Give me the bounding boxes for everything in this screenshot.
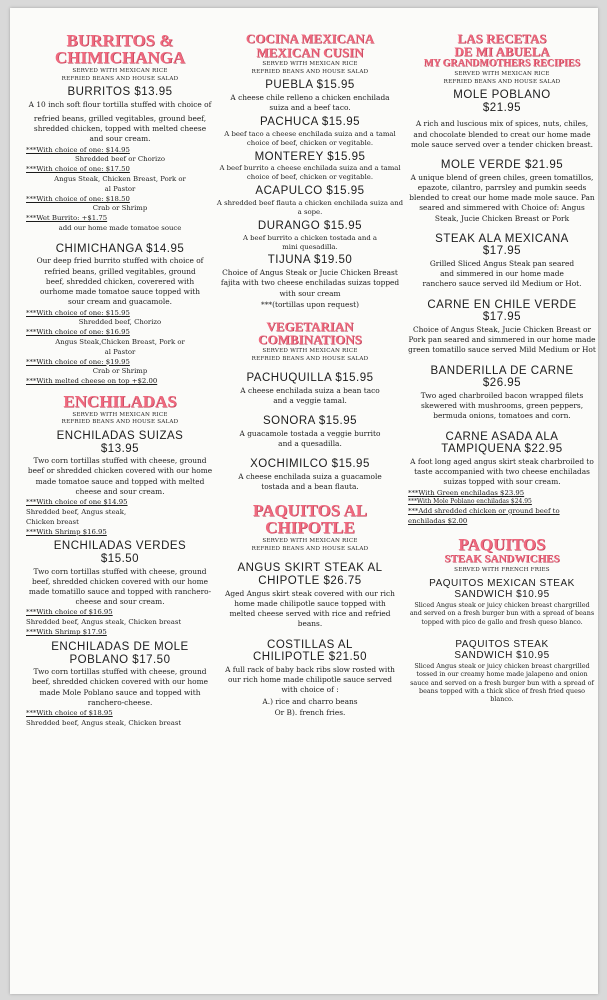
menu-item-chimichanga bbox=[26, 240, 214, 387]
item-option: Or B). french fries. bbox=[274, 707, 346, 717]
menu-item-sonora bbox=[216, 412, 404, 449]
menu-item-monterey bbox=[216, 148, 404, 183]
section-served-note: SERVED WITH MEXICAN RICE REFRIED BEANS AND HOUSE SALAD bbox=[61, 411, 179, 426]
item-options: ***With choice of one: $15.95 Shredded beef, Chorizo ***With choice of one: $16.95 Angus Steak,Chicken Breast, Pork or al Pastor ***With choice of one: $19.95 Crab or Shrimp ***With melted cheese on top +$2.00 bbox=[26, 308, 185, 386]
item-name: PUEBLA $15.95 bbox=[265, 79, 355, 92]
item-description: A shredded beef flauta a chicken enchilada suiza and a sope. bbox=[216, 198, 404, 216]
item-description: A cheese chile relleno a chicken enchilada suiza and a beef taco. bbox=[230, 92, 390, 112]
section-served-note: SERVED WITH MEXICAN RICE REFRIED BEANS AND HOUSE SALAD bbox=[251, 61, 369, 75]
item-name: DURANGO $15.95 bbox=[257, 219, 363, 232]
menu-item-steak-ala-mexicana bbox=[408, 230, 596, 290]
menu-item-costillas bbox=[216, 636, 404, 718]
item-name: BURRITOS $13.95 bbox=[67, 86, 173, 99]
menu-item-enchiladas-mole bbox=[26, 638, 214, 729]
item-description: A unique blend of green chiles, green tomatillos, epazote, cilantro, parrsley and pumkin seeds blended to creat our home made mole sauce. Pan seared and simmered with Choice of: Angus Steak, Jucie Chicken Breast or Pork bbox=[409, 172, 595, 223]
menu-column-left bbox=[26, 32, 214, 729]
menu-item-pachuca bbox=[216, 113, 404, 148]
menu-item-carne-asada bbox=[408, 428, 596, 527]
item-options: ***With Green enchiladas $23.95 ***With Mole Poblano enchiladas $24.95 ***Add shredded chicken or ground beef to enchiladas $2.00 bbox=[408, 488, 560, 525]
item-options: ***With choice of one $14.95 Shredded beef, Angus steak, Chicken breast ***With Shrimp $16.95 bbox=[26, 498, 128, 536]
item-description: Two aged charbroiled bacon wrapped filets skewered with mushrooms, green peppers, bermuda onions, tomatoes and corn. bbox=[420, 390, 584, 421]
menu-item-tijuna bbox=[216, 251, 404, 310]
item-name: TIJUNA $19.50 bbox=[267, 254, 353, 267]
menu-page bbox=[10, 8, 598, 994]
item-description: Choice of Angus Steak, Jucie Chicken Breast or Pork pan seared and simmered in our home made green tomatillo sauce served Mild Medium or Hot bbox=[408, 324, 596, 355]
menu-item-enchiladas-suizas bbox=[26, 427, 214, 537]
item-description: A rich and luscious mix of spices, nuts, chiles, and chocolate blended to creat our home made mole sauce served over a tender chicken breast. bbox=[411, 119, 593, 149]
item-name: STEAK ALA MEXICANA $17.95 bbox=[435, 232, 569, 258]
menu-item-acapulco bbox=[216, 182, 404, 217]
section-subtitle-recetas: MY GRANDMOTHERS RECIPIES bbox=[423, 58, 581, 69]
item-note: ***(tortillas upon request) bbox=[261, 299, 359, 309]
menu-item-mole-poblano bbox=[408, 86, 596, 150]
menu-item-mexican-steak-sandwich bbox=[408, 575, 596, 626]
menu-item-durango bbox=[216, 217, 404, 252]
item-options: ***With choice of one: $14.95 Shredded beef or Chorizo ***With choice of one: $17.50 Angus Steak, Chicken Breast, Pork or al Pastor ***With choice of one: $18.50 Crab or Shrimp ***Wet Burrito: +$1.75 add our home made tomatoe souce bbox=[26, 145, 186, 232]
item-name: SONORA $15.95 bbox=[262, 415, 358, 428]
item-name: CHIMICHANGA $14.95 bbox=[55, 242, 185, 255]
item-description: Sliced Angus steak or juicy chicken breast chargrilled tossed in our creamy home made jalapeno and onion sauce and served on a fresh burger bun with a spread of beans topped with a thick slice of fresh fried queso blanco. bbox=[410, 661, 594, 704]
item-description: A foot long aged angus skirt steak charbroiled to taste accompanied with two cheese enchiladas suizas topped with sour cream. bbox=[410, 456, 594, 487]
item-name: COSTILLAS AL CHILIPOTLE $21.50 bbox=[253, 638, 367, 664]
item-name: PACHUQUILLA $15.95 bbox=[246, 372, 374, 385]
section-title-burritos: BURRITOS & CHIMICHANGA bbox=[54, 31, 186, 67]
menu-item-puebla bbox=[216, 76, 404, 113]
section-title-paquitos-sandwiches: PAQUITOS bbox=[458, 535, 546, 555]
menu-item-enchiladas-verdes bbox=[26, 537, 214, 638]
section-title-paquitos-chipotle: PAQUITOS AL CHIPOTLE bbox=[252, 501, 368, 538]
item-name: ACAPULCO $15.95 bbox=[255, 185, 365, 198]
menu-item-carne-en-chile-verde bbox=[408, 296, 596, 356]
item-option: A.) rice and charro beans bbox=[262, 696, 358, 706]
item-name: PACHUCA $15.95 bbox=[259, 116, 361, 129]
menu-item-banderilla bbox=[408, 362, 596, 422]
item-description: Grilled Sliced Angus Steak pan seared and simmered in our home made ranchero sauce served ild Medium or Hot. bbox=[422, 259, 582, 289]
item-name: ANGUS SKIRT STEAK AL CHIPOTLE $26.75 bbox=[237, 562, 383, 588]
menu-item-pachuquilla bbox=[216, 369, 404, 406]
menu-column-center bbox=[216, 32, 404, 718]
item-description: Two corn tortillas stuffed with cheese, ground beef, shredded chicken covered with our home made tomatillo sauce and topped with ranchero-cheese and sour cream. bbox=[28, 566, 212, 607]
item-name: MONTEREY $15.95 bbox=[254, 150, 366, 163]
section-title-enchiladas: ENCHILADAS bbox=[63, 391, 177, 411]
item-description: Two corn tortillas stuffed with cheese, ground beef or shredded chicken covered with our home made tomatoe sauce and topped with melted cheese and sour cream. bbox=[27, 456, 213, 496]
section-served-note: SERVED WITH MEXICAN RICE REFRIED BEANS AND HOUSE SALAD bbox=[443, 71, 561, 85]
section-served-note: SERVED WITH MEXICAN RICE REFRIED BEANS AND HOUSE SALAD bbox=[61, 68, 179, 82]
item-name: MOLE POBLANO $21.95 bbox=[453, 89, 551, 114]
item-options: ***With choice of $16.95 Shredded beef, Angus steak, Chicken breast ***With Shrimp $17.95 bbox=[26, 608, 182, 637]
section-title-recetas: LAS RECETAS DE MI ABUELA bbox=[454, 31, 550, 59]
item-description: A guacamole tostada a veggie burrito and a quesadilla. bbox=[239, 428, 381, 449]
menu-item-burritos bbox=[26, 83, 214, 234]
item-name: CARNE ASADA ALA TAMPIQUENA $22.95 bbox=[441, 430, 563, 456]
item-description: A 10 inch soft flour tortilla stuffed with choice of bbox=[28, 99, 212, 109]
section-served-note: SERVED WITH FRENCH FRIES bbox=[454, 567, 550, 574]
item-description: Choice of Angus Steak or Jucie Chicken Breast fajita with two cheese enchiladas suizas topped with sour cream bbox=[220, 268, 400, 298]
item-description: A cheese enchilada suiza a bean taco and a veggie tamal. bbox=[240, 385, 380, 405]
item-description: A cheese enchilada suiza a guacamole tostada and a bean flauta. bbox=[238, 471, 382, 492]
item-description: A beef burrito a cheese enchilada suiza and a tamal choice of beef, chicken or vegitable. bbox=[219, 164, 401, 182]
menu-column-right bbox=[408, 32, 596, 704]
menu-item-mole-verde bbox=[408, 156, 596, 224]
item-name: ENCHILADAS VERDES $15.50 bbox=[53, 540, 187, 565]
menu-item-xochimilco bbox=[216, 455, 404, 492]
item-name: MOLE VERDE $21.95 bbox=[440, 159, 564, 172]
section-served-note: SERVED WITH MEXICAN RICE REFRIED BEANS AND HOUSE SALAD bbox=[251, 348, 369, 362]
menu-item-paquitos-steak-sandwich bbox=[408, 636, 596, 704]
section-title-vegetarian: VEGETARIAN COMBINATIONS bbox=[258, 319, 362, 347]
section-title-cocina: COCINA MEXICANA bbox=[245, 31, 375, 46]
item-name: CARNE EN CHILE VERDE $17.95 bbox=[427, 298, 577, 324]
item-description: Our deep fried burrito stuffed with choice of refried beans, grilled vegitables, ground beef, shredded chicken, coverered with ourhome made tomatoe sauce topped with sour cream and guacamole. bbox=[36, 256, 204, 307]
item-name: PAQUITOS MEXICAN STEAK SANDWICH $10.95 bbox=[429, 577, 575, 600]
item-options: ***With choice of $18.95 Shredded beef, Angus steak, Chicken breast bbox=[26, 709, 182, 727]
item-description: refried beans, grilled vegitables, ground beef, shredded chicken, topped with melted cheese and sour cream. bbox=[33, 113, 207, 144]
item-description: A beef burrito a chicken tostada and a mini quesadilla. bbox=[242, 233, 378, 251]
item-description: A full rack of baby back ribs slow rosted with our rich home made chilipotle sauce served with choice of : bbox=[225, 664, 395, 695]
item-name: ENCHILADAS DE MOLE POBLANO $17.50 bbox=[51, 640, 189, 666]
item-name: ENCHILADAS SUIZAS $13.95 bbox=[56, 429, 184, 455]
section-subtitle-sandwiches: STEAK SANDWICHES bbox=[444, 553, 560, 566]
item-name: PAQUITOS STEAK SANDWICH $10.95 bbox=[454, 638, 550, 661]
item-name: XOCHIMILCO $15.95 bbox=[250, 458, 370, 471]
section-subtitle-cocina: MEXICAN CUSIN bbox=[256, 45, 364, 60]
item-description: Sliced Angus steak or juicy chicken breast chargrilled and served on a fresh burger bun with a spread of beans topped with pico de gallo and fresh queso blanco. bbox=[409, 600, 595, 626]
item-description: Two corn tortillas stuffed with cheese, ground beef, shredded chicken covered with our home made Mole Poblano sauce and topped with ranchero-cheese. bbox=[32, 667, 208, 707]
menu-item-angus-skirt-steak bbox=[216, 559, 404, 629]
item-description: Aged Angus skirt steak covered with our rich home made chilipotle sauce topped with melted cheese served with rice and refried beans. bbox=[225, 588, 395, 629]
section-served-note: SERVED WITH MEXICAN RICE REFRIED BEANS AND HOUSE SALAD bbox=[251, 538, 369, 552]
item-name: BANDERILLA DE CARNE $26.95 bbox=[430, 364, 574, 390]
item-description: A beef taco a cheese enchilada suiza and a tamal choice of beef, chicken or vegitable. bbox=[224, 129, 396, 147]
